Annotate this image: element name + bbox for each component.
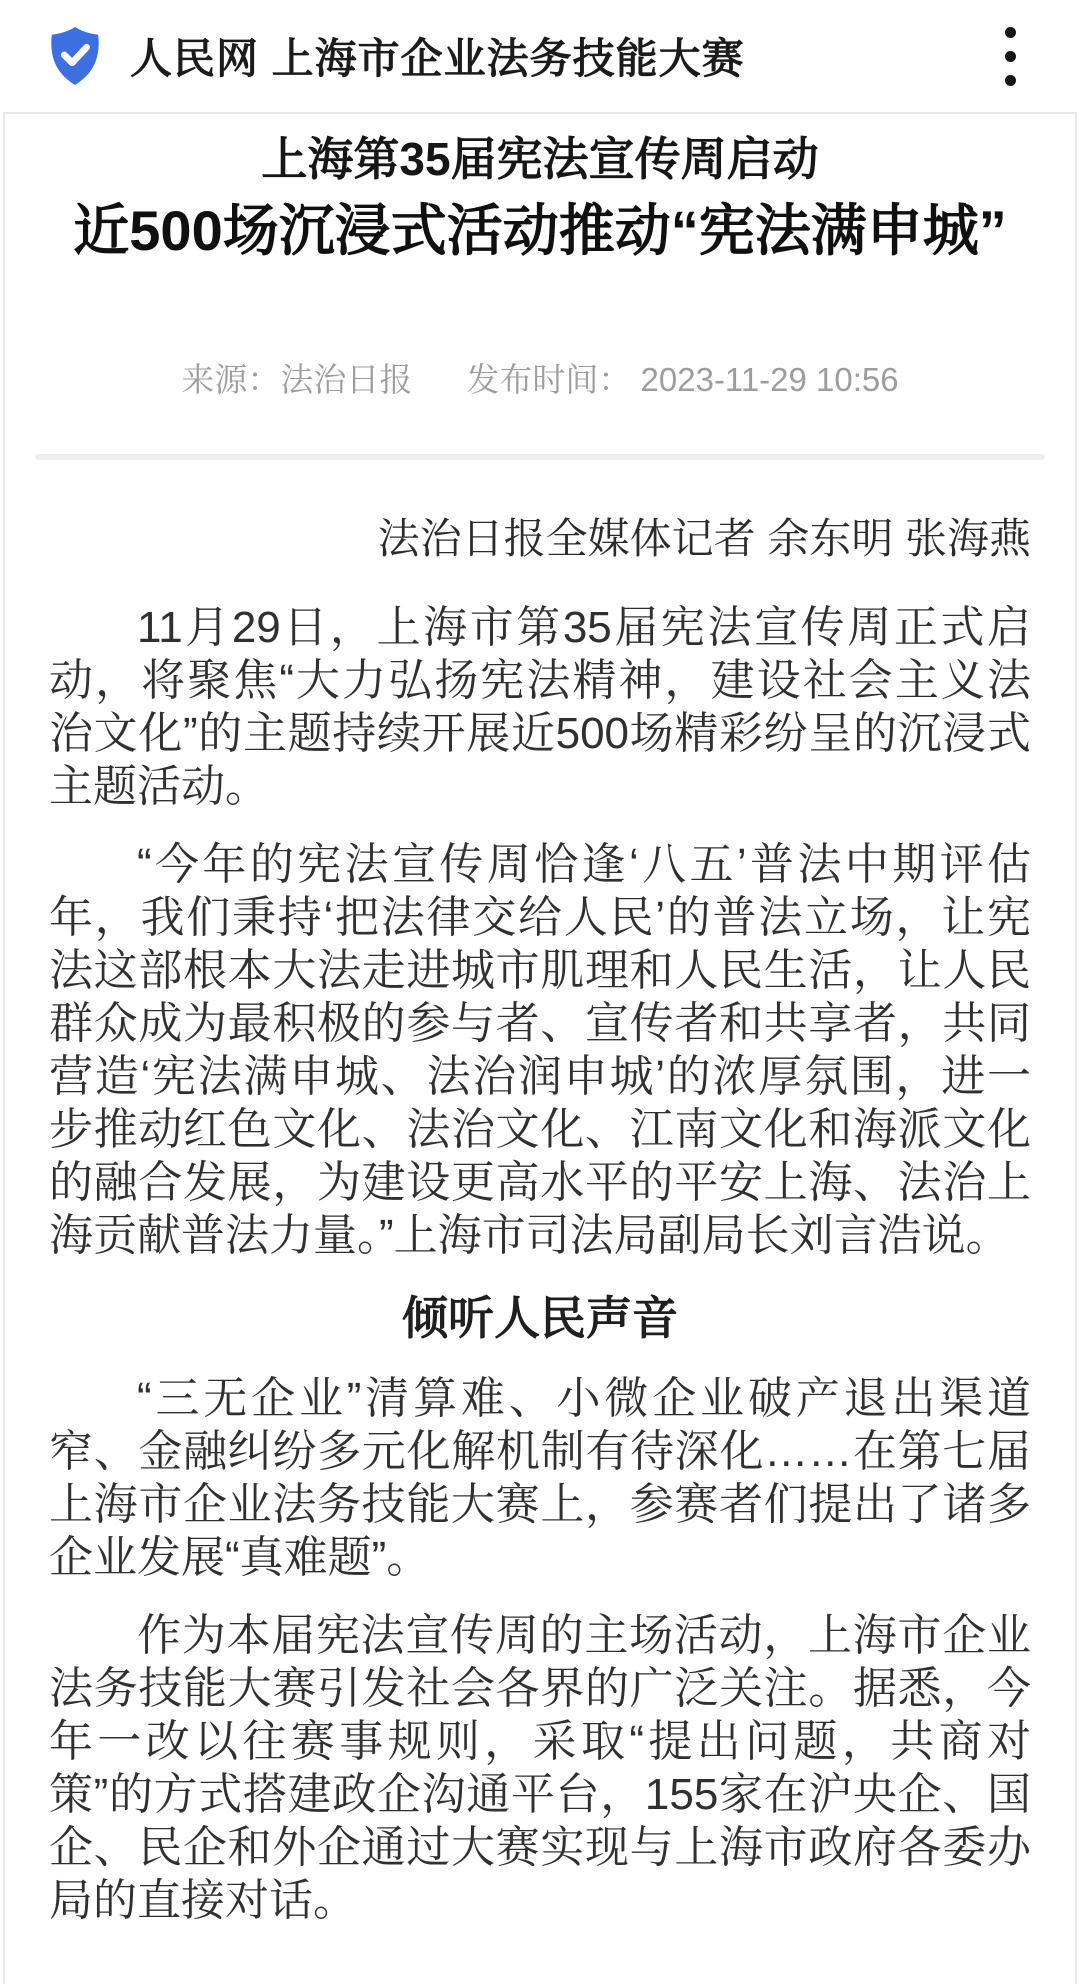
- article-byline: 法治日报全媒体记者 余东明 张海燕: [377, 515, 1031, 562]
- verified-badge-icon: [46, 25, 104, 87]
- paragraph: “今年的宪法宣传周恰逢‘八五’普法中期评估年，我们秉持‘把法律交给人民’的普法立场，让宪法这部根本大法走进城市肌理和人民生活，让人民群众成为最积极的参与者、宣传者和共享者，共同营造‘宪法满申城、法治润申城’的浓厚氛围，进一步推动红色文化、法治文化、江南文化和海派文化的融合发展，为建设更高水平的平安上海、法治上海贡献普法力量。”上海市司法局副局长刘言浩说。: [49, 840, 1031, 1260]
- paragraph: “三无企业”清算难、小微企业破产退出渠道窄、金融纠纷多元化解机制有待深化……在第七届上海市企业法务技能大赛上，参赛者们提出了诸多企业发展“真难题”。: [49, 1374, 1031, 1582]
- article-source: 来源：法治日报: [181, 361, 413, 398]
- article-subtitle: 上海第35届宪法宣传周启动: [261, 133, 819, 185]
- article-body: [5, 515, 1075, 1927]
- paragraph: 作为本届宪法宣传周的主场活动，上海市企业法务技能大赛引发社会各界的广泛关注。据悉，今年一改以往赛事规则，采取“提出问题，共商对策”的方式搭建政企沟通平台，155家在沪央企、国企、民企和外企通过大赛实现与上海市政府各委办局的直接对话。: [49, 1611, 1031, 1925]
- meta-separator: [35, 454, 1045, 460]
- article-headline: 近500场沉浸式活动推动“宪法满申城”: [73, 199, 1007, 262]
- kebab-menu-icon[interactable]: [995, 21, 1026, 92]
- section-heading: 倾听人民声音: [402, 1292, 678, 1344]
- article-meta: [5, 358, 1075, 402]
- app-header: [0, 0, 1080, 112]
- page-title: 人民网 上海市企业法务技能大赛: [130, 35, 745, 82]
- paragraph: 11月29日，上海市第35届宪法宣传周正式启动，将聚焦“大力弘扬宪法精神，建设社会主义法治文化”的主题持续开展近500场精彩纷呈的沉浸式主题活动。: [49, 603, 1031, 811]
- article-publish-time: 发布时间： 2023-11-29 10:56: [466, 361, 899, 398]
- article-card: [3, 112, 1077, 1984]
